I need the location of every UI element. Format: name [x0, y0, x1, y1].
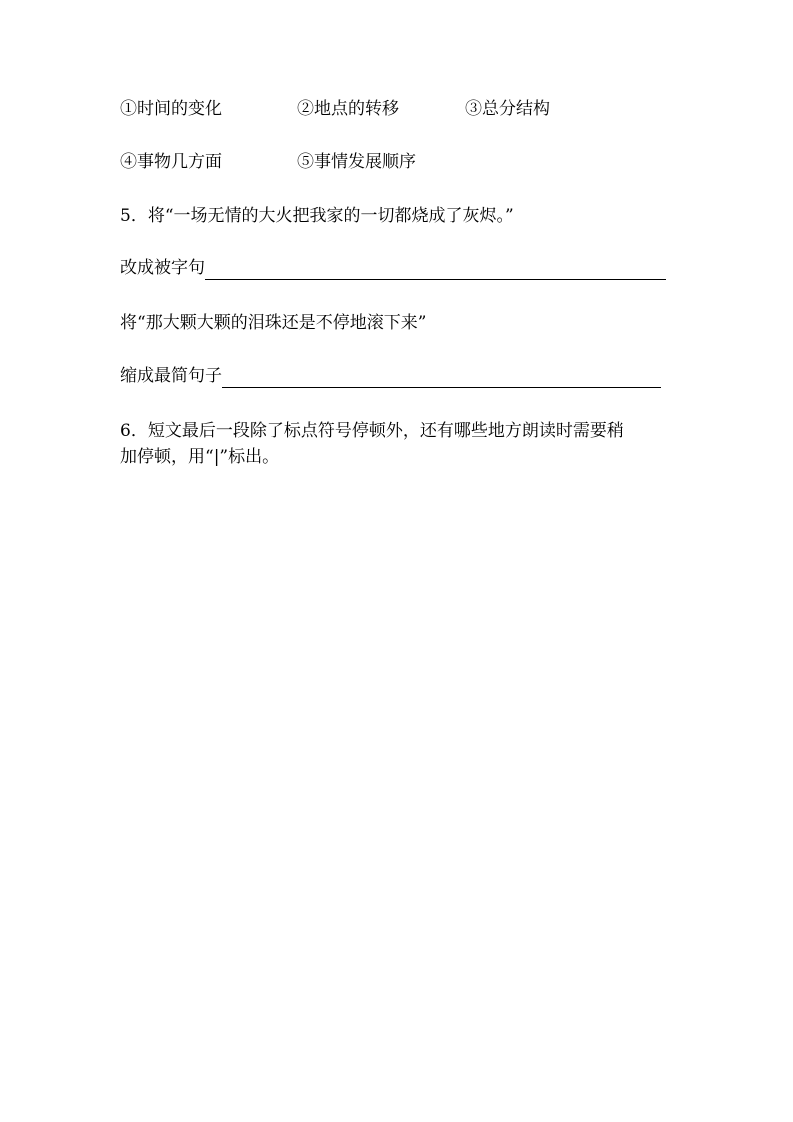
option-1: ①时间的变化: [120, 99, 222, 119]
option-5: ⑤事情发展顺序: [297, 152, 416, 172]
option-4: ④事物几方面: [120, 152, 222, 172]
option-3: ③总分结构: [465, 99, 550, 119]
question-5-sub1: [120, 256, 666, 280]
question-5-text: 5．将“一场无情的大火把我家的一切都烧成了灰烬。”: [120, 206, 514, 226]
option-2: ②地点的转移: [297, 99, 399, 119]
question-6: [120, 418, 690, 470]
options-row-2: [120, 150, 680, 174]
question-5-sub2-text: 将“那大颗大颗的泪珠还是不停地滚下来”: [120, 313, 427, 333]
passive-sentence-blank[interactable]: [205, 259, 666, 280]
question-6-line-1: 6．短文最后一段除了标点符号停顿外，还有哪些地方朗读时需要稍: [120, 421, 624, 441]
question-6-line-2: 加停顿，用“|”标出。: [120, 447, 280, 467]
shorten-sentence-label: 缩成最简句子: [120, 366, 222, 386]
options-row-1: [120, 97, 680, 121]
question-5-sub2: [120, 364, 661, 388]
passive-sentence-label: 改成被字句: [120, 258, 205, 278]
shorten-sentence-blank[interactable]: [222, 367, 661, 388]
